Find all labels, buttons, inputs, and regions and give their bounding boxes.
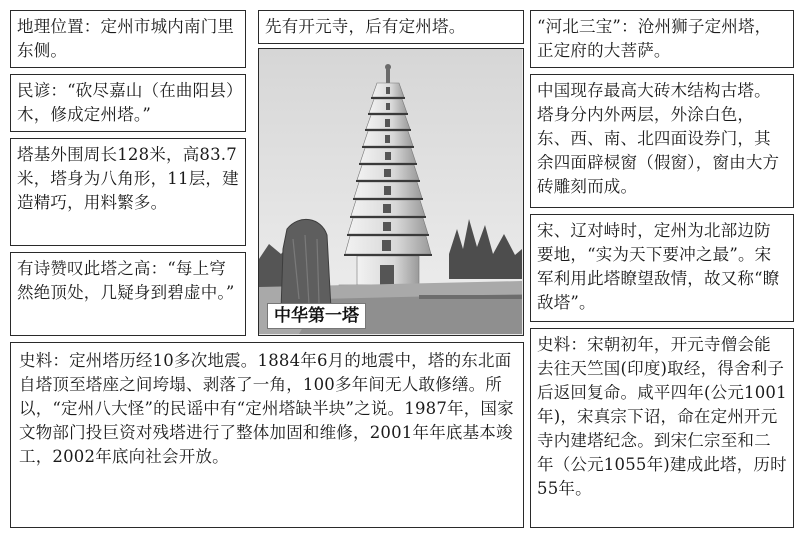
three-treasures-box	[530, 10, 794, 68]
tallest-pagoda-text: 中国现存最高大砖木结构古塔。塔身分内外两层，外涂白色，东、西、南、北四面设券门，其余四面辟棂窗（假窗），窗由大方砖雕刻而成。	[537, 81, 780, 196]
earthquake-box	[10, 342, 524, 528]
pagoda-photo	[258, 48, 524, 336]
temple-box	[258, 10, 524, 44]
history-box	[530, 328, 794, 528]
dimensions-box	[10, 138, 246, 246]
watchtower-text: 宋、辽对峙时，定州为北部边防要地，“实为天下要冲之最”。宋军利用此塔瞭望敌情，故又称“瞭敌塔”。	[537, 221, 780, 312]
pagoda-illustration	[259, 49, 522, 334]
poem-text: 有诗赞叹此塔之高：“每上穹然绝顶处，几疑身到碧虚中。”	[17, 259, 235, 302]
tallest-pagoda-box	[530, 74, 794, 208]
folk-saying-box	[10, 74, 246, 132]
folk-saying-text: 民谚：“砍尽嘉山（在曲阳县）木，修成定州塔。”	[17, 81, 235, 124]
poem-box	[10, 252, 246, 336]
history-text: 史料：宋朝初年，开元寺僧会能去往天竺国(印度)取经，得舍利子后返回复命。咸平四年(公元1001年)，宋真宗下诏，命在定州开元寺内建塔纪念。到宋仁宗至和二年（公元1055年)建成此塔，历时55年。	[537, 335, 787, 498]
watchtower-box	[530, 214, 794, 322]
photo-caption: 中华第一塔	[267, 303, 366, 329]
three-treasures-text: “河北三宝”：沧州狮子定州塔，正定府的大菩萨。	[537, 17, 772, 60]
location-box	[10, 10, 246, 68]
location-text: 地理位置：定州市城内南门里东侧。	[17, 17, 235, 60]
dimensions-text: 塔基外围周长128米，高83.7米，塔身为八角形，11层，建造精巧，用料繁多。	[17, 145, 239, 212]
earthquake-text: 史料：定州塔历经10多次地震。1884年6月的地震中，塔的东北面自塔顶至塔座之间垮塌、剥落了一角，100多年间无人敢修缮。所以，“定州八大怪”的民谣中有“定州塔缺半块”之说。1987年，国家文物部门投巨资对残塔进行了整体加固和维修，2001年年底基本竣工，2002年底向社会开放。	[19, 351, 514, 466]
temple-text: 先有开元寺，后有定州塔。	[265, 17, 466, 36]
